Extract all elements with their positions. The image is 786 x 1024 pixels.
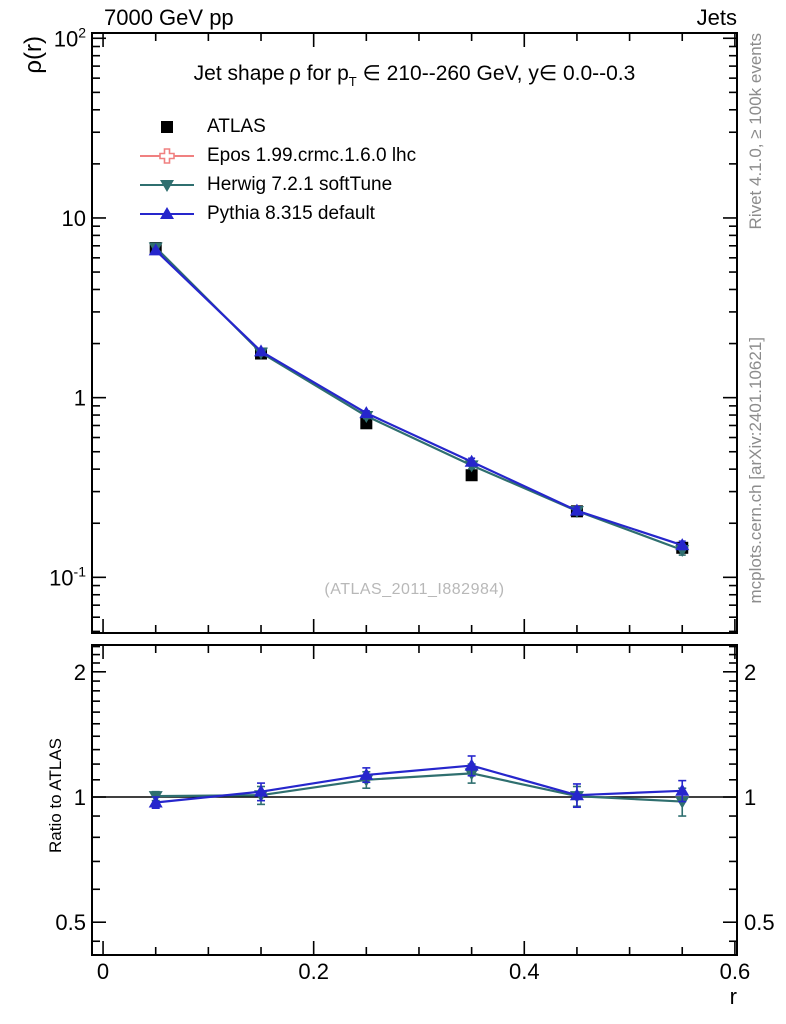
plot-title-subscript: T bbox=[348, 74, 357, 89]
svg-text:10-1: $10^{-1}$ bbox=[49, 563, 86, 591]
beam-energy-label: 7000 GeV pp bbox=[104, 5, 234, 30]
main-y-axis-title: ρ(r) bbox=[20, 36, 47, 74]
svg-text:0.4: 0.4 bbox=[508, 959, 540, 984]
svg-text:0.2: 0.2 bbox=[298, 959, 329, 984]
legend bbox=[138, 112, 416, 228]
rivet-version-note: Rivet 4.1.0, ≥ 100k events bbox=[746, 33, 765, 230]
svg-text:0.5: 0.5 bbox=[744, 910, 775, 936]
plot-title-range: ∈ 210--260 GeV, y∈ 0.0--0.3 bbox=[356, 62, 636, 85]
legend-label: Herwig 7.2.1 softTune bbox=[207, 173, 393, 195]
svg-text:102: $10^2$ bbox=[53, 24, 86, 52]
plot-title bbox=[92, 61, 737, 89]
legend-item-herwig bbox=[138, 170, 416, 199]
mcplots-credit-note: mcplots.cern.ch [arXiv:2401.10621] bbox=[746, 337, 765, 604]
open-cross-marker-icon bbox=[138, 146, 196, 166]
svg-text:0.5: 0.5 bbox=[55, 910, 86, 936]
legend-item-pythia bbox=[138, 199, 416, 228]
legend-item-atlas bbox=[138, 112, 416, 141]
legend-label: Pythia 8.315 default bbox=[207, 202, 375, 224]
svg-text:10: 10 bbox=[61, 205, 86, 231]
x-axis-title: r bbox=[729, 984, 737, 1009]
svg-text:1: 1 bbox=[73, 785, 86, 811]
svg-text:2: 2 bbox=[744, 659, 757, 685]
plot-title-text: Jet shape ρ for p bbox=[193, 62, 349, 85]
analysis-id-watermark: (ATLAS_2011_I882984) bbox=[324, 581, 505, 598]
legend-label: ATLAS bbox=[207, 115, 266, 137]
svg-text:0: 0 bbox=[96, 959, 110, 984]
legend-label: Epos 1.99.crmc.1.6.0 lhc bbox=[207, 144, 417, 166]
svg-text:1: 1 bbox=[73, 385, 86, 411]
ratio-y-axis-title: Ratio to ATLAS bbox=[46, 738, 65, 853]
square-marker-icon bbox=[138, 117, 196, 137]
svg-text:2: 2 bbox=[73, 659, 86, 685]
svg-text:0.6: 0.6 bbox=[719, 959, 751, 984]
triangle-down-marker-icon bbox=[138, 175, 196, 195]
svg-text:1: 1 bbox=[744, 785, 757, 811]
triangle-up-marker-icon bbox=[138, 204, 196, 224]
legend-item-epos bbox=[138, 141, 416, 170]
analysis-group-label: Jets bbox=[696, 5, 737, 30]
